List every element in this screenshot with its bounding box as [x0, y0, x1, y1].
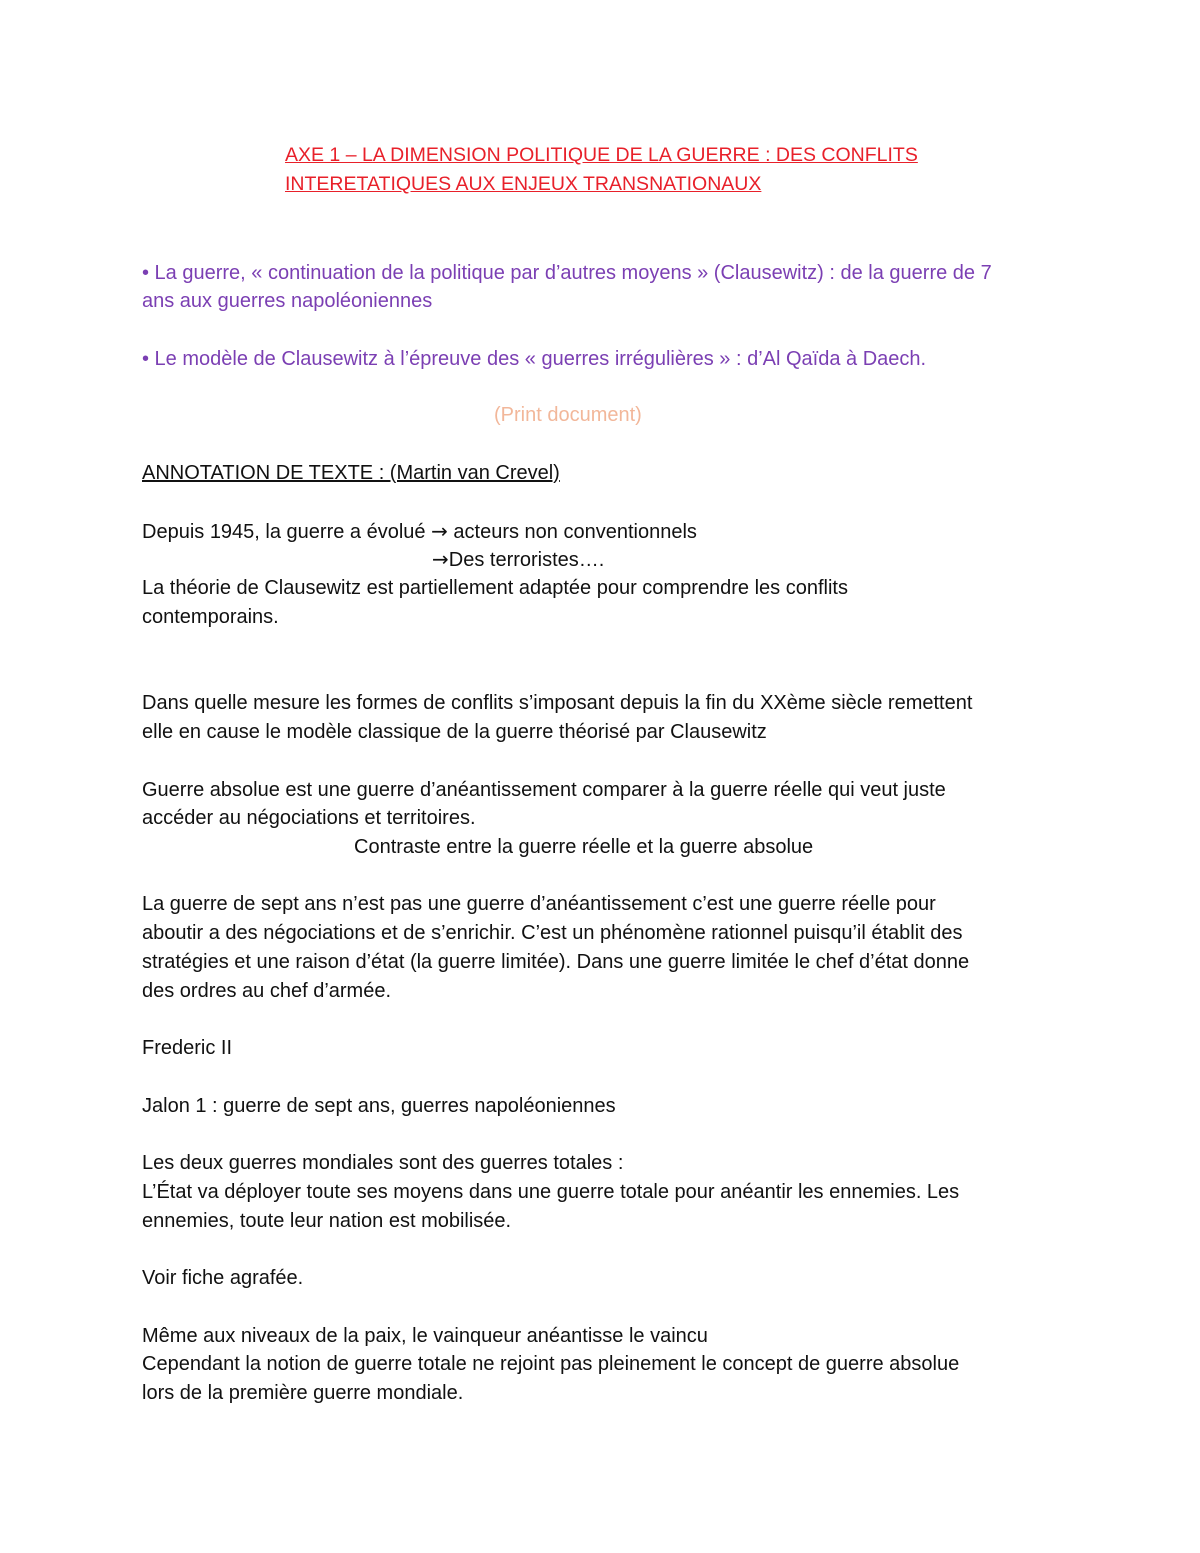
paragraph-7-line-3: ennemies, toute leur nation est mobilisée. — [142, 1210, 512, 1232]
bullet-2-line-1: • Le modèle de Clausewitz à l’épreuve des « guerres irrégulières » : d’Al Qaïda à Daech. — [142, 348, 927, 370]
paragraph-1-line-3: La théorie de Clausewitz est partiellement adaptée pour comprendre les conflits — [142, 577, 848, 599]
paragraph-3-line-1: Guerre absolue est une guerre d’anéantissement comparer à la guerre réelle qui veut juste — [142, 779, 946, 801]
right-arrow-icon: → — [432, 547, 449, 571]
paragraph-1-line-1 — [142, 517, 697, 547]
paragraph-1-text-b: acteurs non conventionnels — [447, 521, 697, 543]
paragraph-1-line-2 — [432, 545, 604, 575]
paragraph-6: Jalon 1 : guerre de sept ans, guerres napoléoniennes — [142, 1095, 616, 1117]
paragraph-2-line-1: Dans quelle mesure les formes de conflits s’imposant depuis la fin du XXème siècle remettent — [142, 692, 973, 714]
paragraph-2-line-2: elle en cause le modèle classique de la guerre théorisé par Clausewitz — [142, 721, 767, 743]
paragraph-4-line-1: La guerre de sept ans n’est pas une guerre d’anéantissement c’est une guerre réelle pour — [142, 893, 936, 915]
paragraph-5: Frederic II — [142, 1037, 233, 1059]
paragraph-1-text-a: Depuis 1945, la guerre a évolué — [142, 521, 432, 543]
print-document-note: (Print document) — [494, 404, 642, 426]
paragraph-3-line-2: accéder au négociations et territoires. — [142, 807, 476, 829]
title-line-1: AXE 1 – LA DIMENSION POLITIQUE DE LA GUERRE : DES CONFLITS — [285, 144, 918, 166]
right-arrow-icon: → — [431, 519, 448, 543]
paragraph-7-line-1: Les deux guerres mondiales sont des guerres totales : — [142, 1152, 624, 1174]
paragraph-3-line-3: Contraste entre la guerre réelle et la guerre absolue — [354, 836, 814, 858]
bullet-1-line-1: • La guerre, « continuation de la politique par d’autres moyens » (Clausewitz) : de la guerre de 7 — [142, 262, 992, 284]
paragraph-4-line-4: des ordres au chef d’armée. — [142, 980, 392, 1002]
paragraph-8: Voir fiche agrafée. — [142, 1267, 304, 1289]
paragraph-7-line-2: L’État va déployer toute ses moyens dans une guerre totale pour anéantir les ennemies. Les — [142, 1181, 960, 1203]
paragraph-9-line-2: Cependant la notion de guerre totale ne rejoint pas pleinement le concept de guerre absolue — [142, 1353, 960, 1375]
paragraph-4-line-2: aboutir a des négociations et de s’enrichir. C’est un phénomène rationnel puisqu’il établit des — [142, 922, 963, 944]
bullet-1-line-2: ans aux guerres napoléoniennes — [142, 290, 433, 312]
paragraph-9-line-1: Même aux niveaux de la paix, le vainqueur anéantisse le vaincu — [142, 1325, 708, 1347]
title-line-2: INTERETATIQUES AUX ENJEUX TRANSNATIONAUX — [285, 173, 762, 195]
annotation-heading: ANNOTATION DE TEXTE : (Martin van Crevel) — [142, 462, 560, 484]
paragraph-4-line-3: stratégies et une raison d’état (la guerre limitée). Dans une guerre limitée le chef d’état donne — [142, 951, 970, 973]
paragraph-1-terrorists-text: Des terroristes…. — [448, 549, 605, 571]
paragraph-1-line-4: contemporains. — [142, 606, 279, 628]
paragraph-9-line-3: lors de la première guerre mondiale. — [142, 1382, 464, 1404]
